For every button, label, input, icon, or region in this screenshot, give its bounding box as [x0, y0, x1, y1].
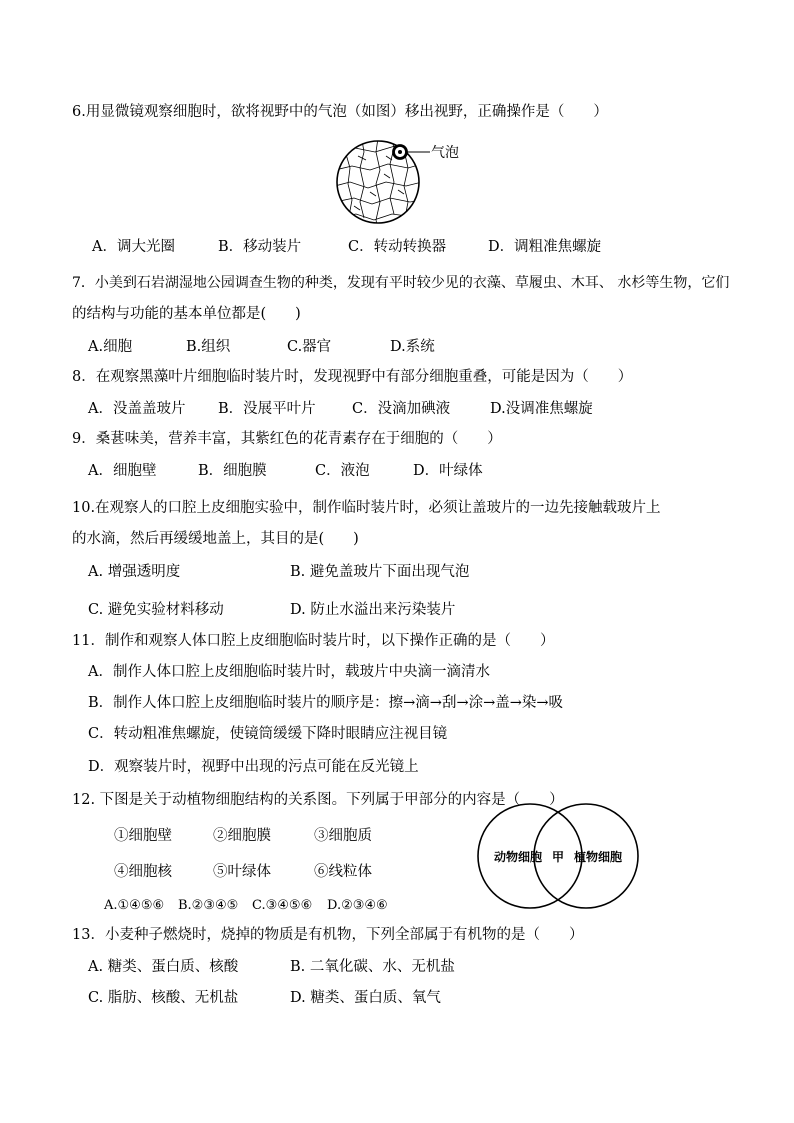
q12-option-b[interactable]: B.②③④⑤ [178, 898, 239, 913]
venn-animal-cell-label: 动物细胞 [494, 850, 543, 864]
q11-option-c[interactable]: C．转动粗准焦螺旋，使镜筒缓缓下降时眼睛应注视目镜 [88, 726, 448, 742]
q13-stem: 13．小麦种子燃烧时，烧掉的物质是有机物，下列全部属于有机物的是（ ） [72, 927, 584, 943]
q10-stem-line2: 的水滴，然后再缓缓地盖上，其目的是( ) [72, 531, 359, 547]
q6-option-a[interactable]: A．调大光圈 [92, 239, 175, 255]
q8-stem: 8．在观察黑藻叶片细胞临时装片时，发现视野中有部分细胞重叠，可能是因为（ ） [72, 369, 633, 385]
q9-stem: 9．桑葚味美，营养丰富，其紫红色的花青素存在于细胞的（ ） [72, 431, 502, 447]
q12-option-c[interactable]: C.③④⑤⑥ [252, 898, 313, 913]
q8-option-a[interactable]: A．没盖盖玻片 [88, 401, 186, 417]
q12-option-a[interactable]: A.①④⑤⑥ [104, 898, 165, 913]
q7-stem-line2: 的结构与功能的基本单位都是( ) [72, 306, 301, 322]
q11-stem: 11．制作和观察人体口腔上皮细胞临时装片时，以下操作正确的是（ ） [72, 633, 555, 649]
q11-option-b[interactable]: B．制作人体口腔上皮细胞临时装片的顺序是：擦→滴→刮→涂→盖→染→吸 [88, 695, 564, 711]
q11-option-a[interactable]: A．制作人体口腔上皮细胞临时装片时，载玻片中央滴一滴清水 [88, 664, 490, 680]
venn-center-label: 甲 [552, 850, 565, 864]
q6-microscope-field-figure [330, 134, 480, 230]
q7-option-b[interactable]: B.组织 [186, 339, 231, 355]
q7-option-d[interactable]: D.系统 [390, 339, 435, 355]
q12-item-5: ⑤叶绿体 [213, 864, 271, 880]
q12-item-2: ②细胞膜 [213, 828, 271, 844]
q12-stem: 12. 下图是关于动植物细胞结构的关系图。下列属于甲部分的内容是（ ） [72, 792, 564, 808]
q12-item-3: ③细胞质 [314, 828, 372, 844]
q6-stem: 6.用显微镜观察细胞时，欲将视野中的气泡（如图）移出视野，正确操作是（ ） [72, 104, 608, 120]
q12-item-6: ⑥线粒体 [314, 864, 372, 880]
q10-option-b[interactable]: B. 避免盖玻片下面出现气泡 [290, 564, 470, 580]
bubble-label: 气泡 [431, 145, 459, 161]
q8-option-d[interactable]: D.没调准焦螺旋 [490, 401, 593, 417]
q9-option-c[interactable]: C．液泡 [315, 463, 370, 479]
q12-item-4: ④细胞核 [114, 864, 172, 880]
q6-option-c[interactable]: C．转动转换器 [348, 239, 447, 255]
q12-option-d[interactable]: D.②③④⑥ [327, 898, 388, 913]
q7-option-a[interactable]: A.细胞 [88, 339, 133, 355]
q8-option-c[interactable]: C．没滴加碘液 [352, 401, 451, 417]
q8-option-b[interactable]: B．没展平叶片 [218, 401, 316, 417]
q9-option-a[interactable]: A．细胞壁 [88, 463, 157, 479]
q13-option-d[interactable]: D. 糖类、蛋白质、氧气 [290, 990, 441, 1006]
q7-stem-line1: 7．小美到石岩湖湿地公园调查生物的种类，发现有平时较少见的衣藻、草履虫、木耳、 水杉等生物，它们 [72, 275, 730, 291]
q10-stem-line1: 10.在观察人的口腔上皮细胞实验中，制作临时装片时，必须让盖玻片的一边先接触载玻片上 [72, 500, 661, 516]
q10-option-a[interactable]: A. 增强透明度 [88, 564, 181, 580]
q13-option-b[interactable]: B. 二氧化碳、水、无机盐 [290, 959, 455, 975]
q13-option-c[interactable]: C. 脂肪、核酸、无机盐 [88, 990, 239, 1006]
q12-venn-diagram [472, 800, 644, 912]
q12-item-1: ①细胞壁 [114, 828, 172, 844]
q6-option-d[interactable]: D．调粗准焦螺旋 [488, 239, 602, 255]
q13-option-a[interactable]: A. 糖类、蛋白质、核酸 [88, 959, 239, 975]
q10-option-d[interactable]: D. 防止水溢出来污染装片 [290, 602, 456, 618]
q11-option-d[interactable]: D．观察装片时，视野中出现的污点可能在反光镜上 [88, 759, 419, 775]
q9-option-d[interactable]: D．叶绿体 [413, 463, 483, 479]
q10-option-c[interactable]: C. 避免实验材料移动 [88, 602, 224, 618]
q7-option-c[interactable]: C.器官 [287, 339, 332, 355]
q9-option-b[interactable]: B．细胞膜 [198, 463, 267, 479]
venn-plant-cell-label: 植物细胞 [574, 850, 623, 864]
q6-option-b[interactable]: B．移动装片 [218, 239, 302, 255]
